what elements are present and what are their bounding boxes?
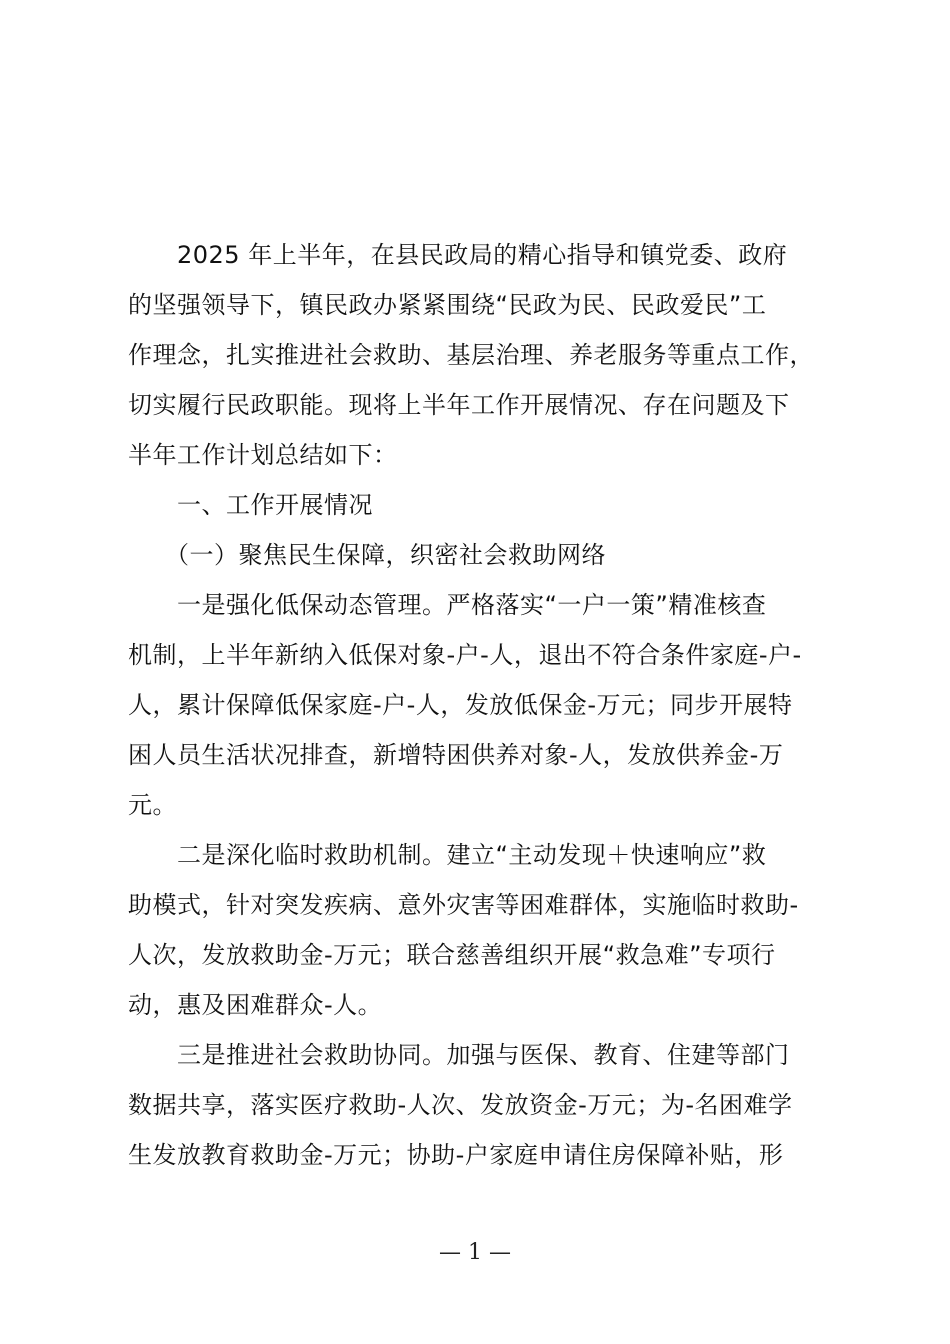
paragraph-2-line-1: 二是深化临时救助机制。建立“主动发现＋快速响应”救 bbox=[128, 841, 767, 869]
paragraph-1-line-2: 机制，上半年新纳入低保对象-户-人，退出不符合条件家庭-户- bbox=[128, 641, 802, 669]
intro-line-4: 切实履行民政职能。现将上半年工作开展情况、存在问题及下 bbox=[128, 391, 790, 419]
paragraph-2-line-3: 人次，发放救助金-万元；联合慈善组织开展“救急难”专项行 bbox=[128, 941, 776, 969]
subsection-heading: （一）聚焦民生保障，织密社会救助网络 bbox=[128, 541, 606, 569]
paragraph-1-line-4: 困人员生活状况排查，新增特困供养对象-人，发放供养金-万 bbox=[128, 741, 784, 769]
paragraph-2-line-4: 动，惠及困难群众-人。 bbox=[128, 991, 383, 1019]
intro-line-5: 半年工作计划总结如下： bbox=[128, 441, 398, 469]
paragraph-3-line-3: 生发放教育救助金-万元；协助-户家庭申请住房保障补贴，形 bbox=[128, 1141, 784, 1169]
intro-line-2: 的坚强领导下，镇民政办紧紧围绕“民政为民、民政爱民”工 bbox=[128, 291, 767, 319]
paragraph-3-line-1: 三是推进社会救助协同。加强与医保、教育、住建等部门 bbox=[128, 1041, 790, 1069]
paragraph-2-line-2: 助模式，针对突发疾病、意外灾害等困难群体，实施临时救助- bbox=[128, 891, 799, 919]
intro-line-1: 2025 年上半年，在县民政局的精心指导和镇党委、政府 bbox=[128, 241, 788, 269]
section-heading: 一、工作开展情况 bbox=[128, 491, 373, 519]
paragraph-1-line-1: 一是强化低保动态管理。严格落实“一户一策”精准核查 bbox=[128, 591, 767, 619]
intro-line-3: 作理念，扎实推进社会救助、基层治理、养老服务等重点工作， bbox=[128, 341, 814, 369]
paragraph-3-line-2: 数据共享，落实医疗救助-人次、发放资金-万元；为-名困难学 bbox=[128, 1091, 793, 1119]
paragraph-1-line-3: 人，累计保障低保家庭-户-人，发放低保金-万元；同步开展特 bbox=[128, 691, 793, 719]
paragraph-1-line-5: 元。 bbox=[128, 791, 177, 819]
page-number: — 1 — bbox=[439, 1240, 511, 1265]
